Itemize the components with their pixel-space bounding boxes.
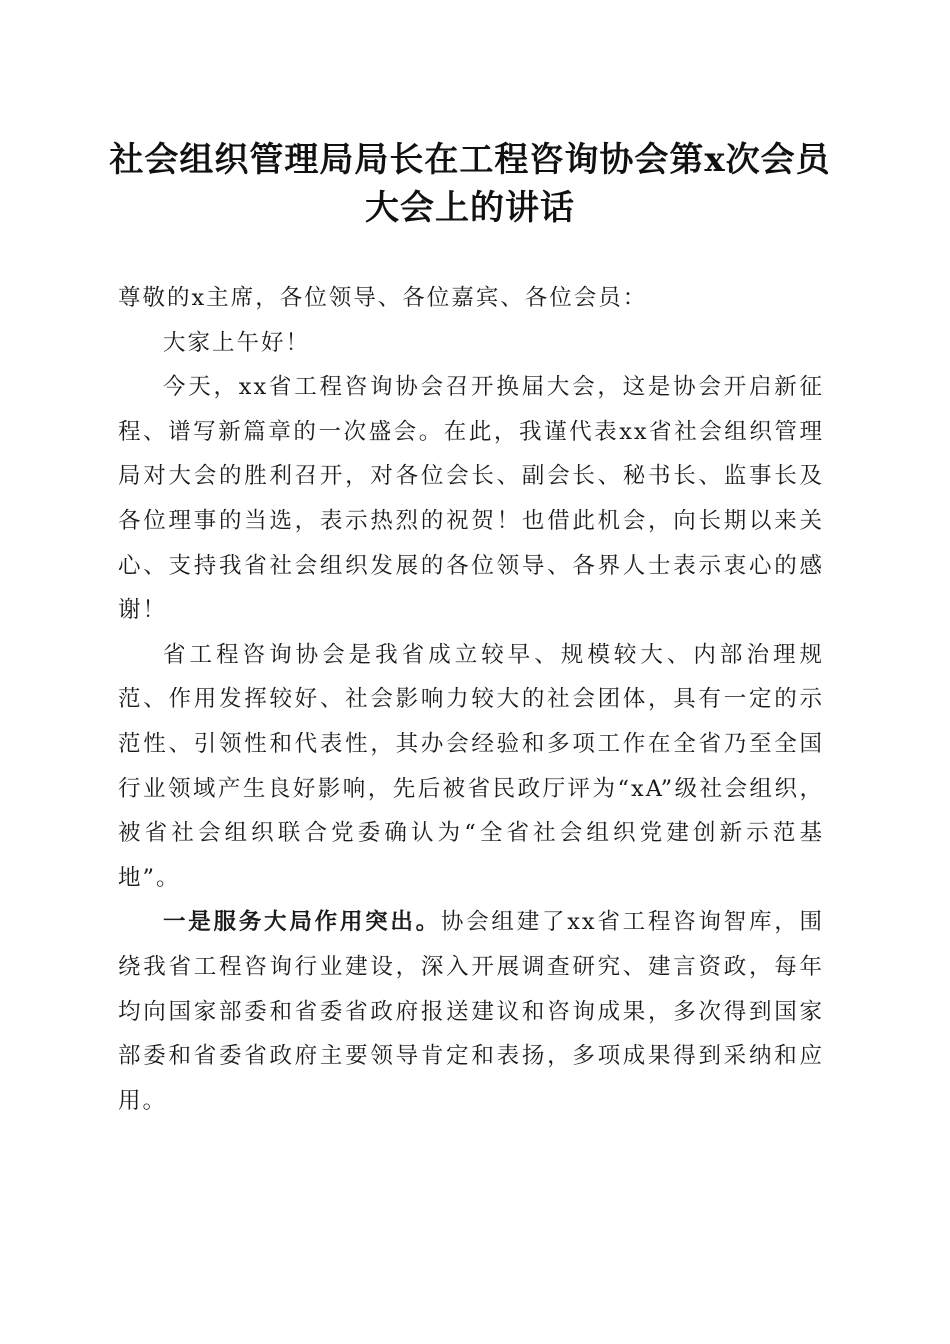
paragraph-2: 省工程咨询协会是我省成立较早、规模较大、内部治理规范、作用发挥较好、社会影响力较大的社会团体，具有一定的示范性、引领性和代表性，其办会经验和多项工作在全省乃至全国行业领域产生良好影响，先后被省民政厅评为“xA”级社会组织，被省社会组织联合党委确认为“全省社会组织党建创新示范基地”。 [118,641,824,891]
document-body [118,276,824,1123]
salutation: 尊敬的x主席，各位领导、各位嘉宾、各位会员： [118,285,648,311]
paragraph-1: 今天，xx省工程咨询协会召开换届大会，这是协会开启新征程、谱写新篇章的一次盛会。在此，我谨代表xx省社会组织管理局对大会的胜利召开，对各位会长、副会长、秘书长、监事长及各位理事的当选，表示热烈的祝贺！也借此机会，向长期以来关心、支持我省社会组织发展的各位领导、各界人士表示衷心的感谢！ [118,374,824,624]
paragraph-3-lead: 一是服务大局作用突出。 [163,909,441,936]
paragraph-3 [118,900,824,1123]
greeting: 大家上午好！ [163,329,311,356]
document-title: 社会组织管理局局长在工程咨询协会第x次会员大会上的讲话 [109,140,831,228]
paragraph-3-text: 协会组建了xx省工程咨询智库，围绕我省工程咨询行业建设，深入开展调查研究、建言资政，每年均向国家部委和省委省政府报送建议和咨询成果，多次得到国家部委和省委省政府主要领导肯定和表扬，多项成果得到采纳和应用。 [118,909,824,1114]
